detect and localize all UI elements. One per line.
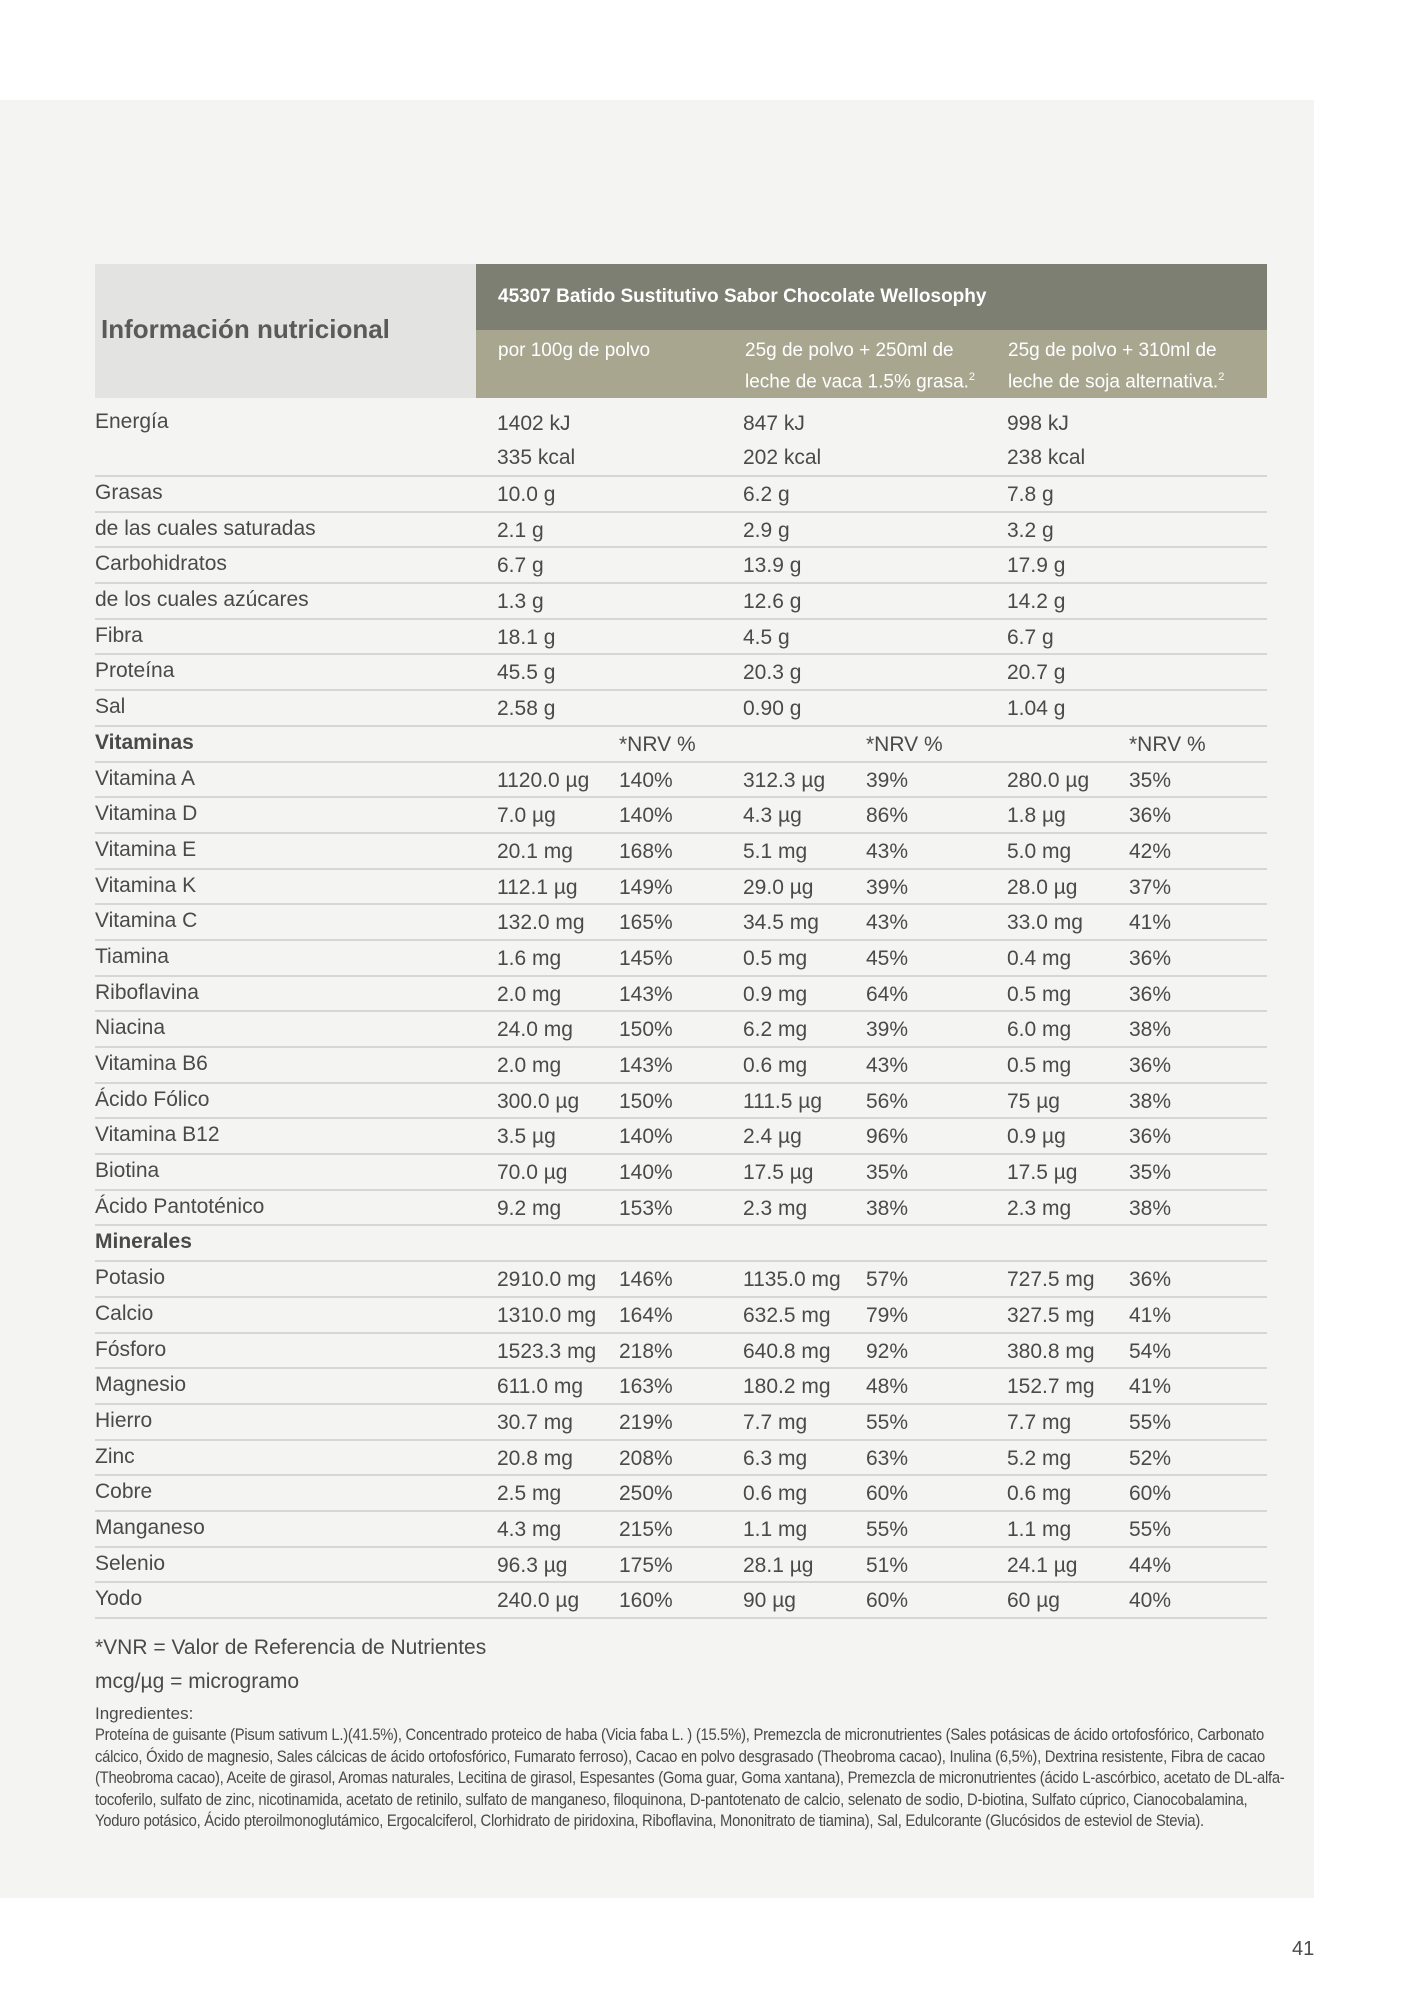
nutrient-value: 0.5 mg	[1007, 1054, 1072, 1077]
table-title: Información nutricional	[101, 314, 390, 344]
nrv-percent: 64%	[866, 982, 909, 1006]
nutrient-label: de las cuales saturadas	[95, 516, 316, 540]
nutrient-value: 0.90 g	[743, 697, 802, 721]
nrv-column-label: *NRV %	[619, 732, 696, 756]
nutrient-value: 29.0 µg	[743, 875, 814, 899]
table-row	[95, 691, 1267, 727]
nutrient-value: 33.0 mg	[1007, 911, 1083, 935]
nrv-percent: 60%	[866, 1589, 909, 1613]
column-header-soy-milk: 25g de polvo + 310ml de leche de soja alternativa.$^2$	[1008, 340, 1225, 393]
nutrient-value: 5.1 mg	[743, 839, 808, 863]
nutrient-value: 1135.0 mg	[743, 1268, 841, 1292]
nutrient-value: 6.0 mg	[1007, 1018, 1072, 1042]
nutrient-value: 5.0 mg	[1007, 839, 1072, 863]
nrv-percent: 41%	[1129, 1375, 1172, 1399]
nrv-percent: 54%	[1129, 1339, 1172, 1363]
nrv-percent: 208%	[619, 1446, 673, 1470]
nrv-percent: 140%	[619, 804, 673, 828]
nutrient-value: 6.7 g	[1007, 625, 1054, 649]
nrv-percent: 164%	[619, 1303, 673, 1327]
nutrient-value: 2.9 g	[743, 518, 790, 542]
nrv-percent: 38%	[1129, 1018, 1172, 1042]
energy-kcal-value: 202 kcal	[743, 446, 822, 469]
nutrient-value: 240.0 µg	[497, 1589, 580, 1613]
nutrient-value: 112.1 µg	[497, 875, 578, 899]
energy-kcal-value: 335 kcal	[497, 446, 576, 469]
nutrient-label: Energía	[95, 410, 169, 433]
table-row	[95, 1262, 1267, 1298]
nrv-percent: 143%	[619, 1054, 673, 1077]
nutrient-value: 17.9 g	[1007, 554, 1066, 578]
nutrient-value: 640.8 mg	[743, 1339, 831, 1363]
nutrient-value: 0.6 mg	[1007, 1482, 1072, 1506]
nutrient-value: 132.0 mg	[497, 911, 585, 935]
energy-kj-value: 1402 kJ	[497, 412, 571, 435]
nutrient-value: 70.0 µg	[497, 1161, 568, 1185]
nutrient-label: Vitamina K	[95, 873, 197, 897]
table-row	[95, 941, 1267, 977]
nrv-percent: 219%	[619, 1410, 673, 1434]
nutrient-label: de los cuales azúcares	[95, 588, 309, 612]
nutrient-value: 2.4 µg	[743, 1125, 802, 1149]
nutrient-value: 2.5 mg	[497, 1482, 562, 1506]
nutrient-value: 12.6 g	[743, 590, 802, 614]
nrv-percent: 86%	[866, 804, 909, 828]
nutrient-value: 0.4 mg	[1007, 946, 1072, 970]
nrv-percent: 36%	[1129, 982, 1172, 1006]
column-headers	[476, 330, 1267, 398]
nutrient-label: Niacina	[95, 1016, 166, 1040]
nrv-percent: 35%	[1129, 1161, 1172, 1185]
table-row	[95, 1369, 1267, 1405]
mcg-note: mcg/µg = microgramo	[95, 1670, 300, 1693]
nrv-percent: 150%	[619, 1018, 673, 1042]
nutrient-value: 2.0 mg	[497, 1054, 562, 1077]
nutrient-label: Yodo	[95, 1587, 143, 1611]
nutrient-value: 96.3 µg	[497, 1553, 568, 1577]
nutrient-value: 6.7 g	[497, 554, 544, 578]
nrv-percent: 36%	[1129, 946, 1172, 970]
nutrient-value: 152.7 mg	[1007, 1375, 1095, 1399]
nrv-percent: 143%	[619, 982, 673, 1006]
nutrient-label: Vitamina B12	[95, 1123, 220, 1147]
nutrient-value: 17.5 µg	[1007, 1161, 1078, 1185]
nrv-percent: 168%	[619, 839, 673, 863]
nrv-percent: 37%	[1129, 875, 1172, 899]
nrv-percent: 55%	[866, 1410, 909, 1434]
nrv-percent: 160%	[619, 1589, 673, 1613]
nutrient-value: 4.3 mg	[497, 1517, 562, 1541]
table-row	[95, 870, 1267, 906]
nrv-percent: 45%	[866, 946, 909, 970]
table-row	[95, 1048, 1267, 1084]
table-row	[95, 834, 1267, 870]
nutrient-value: 24.0 mg	[497, 1018, 573, 1042]
table-row	[95, 1548, 1267, 1584]
nutrient-value: 6.2 g	[743, 483, 790, 506]
ingredients-heading: Ingredientes:	[95, 1704, 194, 1723]
nutrient-value: 13.9 g	[743, 554, 802, 578]
nutrient-value: 0.6 mg	[743, 1482, 808, 1506]
nutrient-value: 1.1 mg	[743, 1517, 808, 1541]
section-title: Vitaminas	[95, 730, 194, 754]
table-row	[95, 1155, 1267, 1191]
nrv-percent: 96%	[866, 1125, 909, 1149]
nutrient-value: 75 µg	[1007, 1089, 1060, 1113]
nutrient-value: 2.3 mg	[743, 1196, 808, 1220]
nrv-percent: 56%	[866, 1089, 909, 1113]
nutrient-value: 1.04 g	[1007, 697, 1066, 721]
nrv-percent: 146%	[619, 1268, 673, 1292]
table-row	[95, 1405, 1267, 1441]
nrv-percent: 39%	[866, 768, 909, 792]
nrv-percent: 163%	[619, 1375, 673, 1399]
nutrient-value: 4.5 g	[743, 625, 790, 649]
energy-kj-value: 847 kJ	[743, 412, 805, 435]
page-number: 41	[1292, 1938, 1315, 1960]
nrv-percent: 55%	[866, 1517, 909, 1541]
nutrient-value: 111.5 µg	[743, 1089, 823, 1113]
nutrient-value: 0.6 mg	[743, 1054, 808, 1077]
nutrient-value: 28.1 µg	[743, 1553, 814, 1577]
nutrient-label: Manganeso	[95, 1515, 205, 1539]
nutrient-value: 1.6 mg	[497, 946, 562, 970]
nrv-percent: 44%	[1129, 1553, 1172, 1577]
nutrient-value: 1.1 mg	[1007, 1517, 1072, 1541]
nrv-percent: 92%	[866, 1339, 909, 1363]
nrv-percent: 57%	[866, 1268, 909, 1292]
nrv-percent: 42%	[1129, 839, 1172, 863]
nutrient-label: Tiamina	[95, 944, 169, 968]
nutrient-value: 20.8 mg	[497, 1446, 573, 1470]
nutrient-value: 611.0 mg	[497, 1375, 583, 1399]
nutrient-value: 14.2 g	[1007, 590, 1066, 614]
table-row	[95, 1334, 1267, 1370]
nutrient-value: 2910.0 mg	[497, 1268, 597, 1292]
nutrient-label: Vitamina E	[95, 837, 197, 861]
nutrient-label: Calcio	[95, 1301, 154, 1325]
nutrient-value: 34.5 mg	[743, 911, 819, 935]
nrv-percent: 153%	[619, 1196, 673, 1220]
table-row	[95, 1012, 1267, 1048]
nrv-percent: 35%	[866, 1161, 909, 1185]
nutrient-value: 2.3 mg	[1007, 1196, 1072, 1220]
nutrient-label: Carbohidratos	[95, 552, 227, 576]
nrv-percent: 250%	[619, 1482, 673, 1506]
nutrient-label: Potasio	[95, 1266, 166, 1290]
nrv-percent: 36%	[1129, 1125, 1172, 1149]
table-row	[95, 1119, 1267, 1155]
nutrient-value: 280.0 µg	[1007, 768, 1090, 792]
nrv-percent: 140%	[619, 1125, 673, 1149]
table-row	[95, 513, 1267, 549]
nutrient-value: 4.3 µg	[743, 804, 802, 828]
table-row	[95, 905, 1267, 941]
nutrient-value: 6.3 mg	[743, 1446, 808, 1470]
nutrient-value: 6.2 mg	[743, 1018, 808, 1042]
nrv-percent: 150%	[619, 1089, 673, 1113]
nrv-percent: 43%	[866, 839, 909, 863]
nutrient-label: Fósforo	[95, 1337, 167, 1361]
nrv-percent: 48%	[866, 1375, 909, 1399]
nutrient-value: 20.7 g	[1007, 661, 1066, 685]
nutrient-label: Vitamina D	[95, 802, 198, 826]
nrv-column-label: *NRV %	[866, 732, 943, 756]
table-row	[95, 1476, 1267, 1512]
nutrient-label: Proteína	[95, 659, 175, 683]
nutrient-label: Vitamina A	[95, 766, 196, 790]
nrv-percent: 218%	[619, 1339, 673, 1363]
nrv-percent: 39%	[866, 1018, 909, 1042]
nrv-percent: 39%	[866, 875, 909, 899]
nrv-percent: 79%	[866, 1303, 909, 1327]
nutrient-value: 0.9 mg	[743, 982, 808, 1006]
table-row	[95, 1084, 1267, 1120]
nutrient-label: Zinc	[95, 1444, 135, 1468]
nutrient-value: 24.1 µg	[1007, 1553, 1078, 1577]
nutrient-value: 28.0 µg	[1007, 875, 1078, 899]
nrv-percent: 175%	[619, 1553, 673, 1577]
nutrient-value: 632.5 mg	[743, 1303, 831, 1327]
nutrient-label: Vitamina C	[95, 909, 198, 933]
nrv-percent: 149%	[619, 875, 673, 899]
section-heading-vitamins	[95, 727, 1267, 763]
product-name: 45307 Batido Sustitutivo Sabor Chocolate Wellosophy	[476, 264, 1267, 330]
nutrient-value: 7.0 µg	[497, 804, 556, 828]
nutrient-value: 7.8 g	[1007, 483, 1054, 506]
table-header	[95, 264, 1267, 398]
section-heading-minerals	[95, 1226, 1267, 1262]
section-title: Minerales	[95, 1230, 192, 1254]
table-row	[95, 584, 1267, 620]
nutrient-label: Riboflavina	[95, 980, 199, 1004]
nutrient-label: Ácido Fólico	[95, 1087, 210, 1111]
nutrient-value: 0.5 mg	[1007, 982, 1072, 1006]
nutrient-value: 1523.3 mg	[497, 1339, 597, 1363]
nutrient-label: Biotina	[95, 1159, 160, 1183]
nrv-percent: 41%	[1129, 911, 1172, 935]
nutrient-value: 45.5 g	[497, 661, 556, 685]
nrv-percent: 215%	[619, 1517, 673, 1541]
nrv-percent: 43%	[866, 1054, 909, 1077]
nutrient-label: Vitamina B6	[95, 1052, 208, 1075]
table-row	[95, 1512, 1267, 1548]
nutrient-label: Selenio	[95, 1551, 166, 1575]
nutrient-value: 20.1 mg	[497, 839, 573, 863]
nutrient-value: 1.8 µg	[1007, 804, 1066, 828]
nutrient-value: 1310.0 mg	[497, 1303, 597, 1327]
nutrient-value: 10.0 g	[497, 483, 556, 506]
vnr-note: *VNR = Valor de Referencia de Nutrientes	[95, 1636, 487, 1659]
nutrient-value: 17.5 µg	[743, 1161, 814, 1185]
nutrient-label: Grasas	[95, 481, 163, 504]
footnotes	[95, 1636, 1285, 1832]
nutrient-value: 180.2 mg	[743, 1375, 831, 1399]
nrv-percent: 165%	[619, 911, 673, 935]
table-row	[95, 1441, 1267, 1477]
nrv-percent: 41%	[1129, 1303, 1172, 1327]
column-header-per-100g: por 100g de polvo	[498, 340, 651, 361]
nutrient-value: 312.3 µg	[743, 768, 826, 792]
nrv-percent: 40%	[1129, 1589, 1172, 1613]
nutrient-value: 727.5 mg	[1007, 1268, 1095, 1292]
nrv-percent: 36%	[1129, 1054, 1172, 1077]
nutrient-label: Cobre	[95, 1480, 153, 1504]
nutrient-label: Fibra	[95, 623, 143, 647]
nutrient-label: Magnesio	[95, 1373, 187, 1397]
table-row	[95, 798, 1267, 834]
nutrient-value: 90 µg	[743, 1589, 796, 1613]
nutrient-value: 7.7 mg	[1007, 1410, 1072, 1434]
table-row	[95, 548, 1267, 584]
nrv-percent: 145%	[619, 946, 673, 970]
table-row	[95, 763, 1267, 799]
nrv-percent: 55%	[1129, 1410, 1172, 1434]
table-row-energy	[95, 406, 1267, 477]
nrv-percent: 55%	[1129, 1517, 1172, 1541]
nrv-percent: 63%	[866, 1446, 909, 1470]
table-row	[95, 977, 1267, 1013]
nutrient-value: 1120.0 µg	[497, 768, 590, 792]
nutrient-value: 3.2 g	[1007, 518, 1054, 542]
nrv-percent: 140%	[619, 768, 673, 792]
table-row	[95, 655, 1267, 691]
nutrient-value: 300.0 µg	[497, 1089, 580, 1113]
nrv-percent: 36%	[1129, 1268, 1172, 1292]
nrv-percent: 51%	[866, 1553, 909, 1577]
table-row	[95, 1583, 1267, 1619]
nutrient-value: 1.3 g	[497, 590, 544, 614]
nutrient-value: 0.9 µg	[1007, 1125, 1066, 1149]
table-row	[95, 477, 1267, 513]
column-header-cow-milk: 25g de polvo + 250ml de leche de vaca 1.5% grasa.$^2$	[745, 340, 976, 393]
nrv-column-label: *NRV %	[1129, 732, 1206, 756]
energy-kcal-value: 238 kcal	[1007, 446, 1086, 469]
nutrient-value: 7.7 mg	[743, 1410, 808, 1434]
nutrient-value: 2.0 mg	[497, 982, 562, 1006]
nutrient-value: 327.5 mg	[1007, 1303, 1095, 1327]
nrv-percent: 38%	[1129, 1196, 1172, 1220]
nutrient-value: 9.2 mg	[497, 1196, 562, 1220]
nrv-percent: 140%	[619, 1161, 673, 1185]
nutrient-value: 20.3 g	[743, 661, 802, 685]
nrv-percent: 35%	[1129, 768, 1172, 792]
nrv-percent: 60%	[866, 1482, 909, 1506]
nutrient-value: 380.8 mg	[1007, 1339, 1095, 1363]
nrv-percent: 43%	[866, 911, 909, 935]
nutrient-value: 30.7 mg	[497, 1410, 573, 1434]
nutrient-value: 5.2 mg	[1007, 1446, 1072, 1470]
header-left-cell	[95, 264, 476, 398]
nutrient-value: 2.58 g	[497, 697, 556, 721]
nrv-percent: 38%	[866, 1196, 909, 1220]
nutrient-value: 18.1 g	[497, 625, 556, 649]
nutrient-label: Ácido Pantoténico	[95, 1194, 265, 1218]
nutrition-rows	[95, 406, 1267, 1619]
ingredients-text: Proteína de guisante (Pisum sativum L.)(41.5%), Concentrado proteico de haba (Vicia faba L. ) (15.5%), Premezcla de micronutrientes (Sales potásicas de ácido ortofosfórico, Carbonato cálcico, Óxido de magnesio, Sales cálcicas de ácido ortofosfórico, Fumarato ferroso), Cacao en polvo desgrasado (Theobroma cacao), Inulina (6,5%), Dextrina resistente, Fibra de cacao (Theobroma cacao), Aceite de girasol, Aromas naturales, Lecitina de girasol, Espesantes (Goma guar, Goma xantana), Premezcla de micronutrientes (ácido L-ascórbico, acetato de DL-alfa-tocoferilo, sulfato de zinc, nicotinamida, acetato de retinilo, sulfato de manganeso, filoquinona, D-pantotenato de calcio, selenato de sodio, D-biotina, Sulfato cúprico, Cianocobalamina, Yoduro potásico, Ácido pteroilmonoglutámico, Ergocalciferol, Clorhidrato de piridoxina, Riboflavina, Mononitrato de tiamina), Sal, Edulcorante (Glucósidos de esteviol de Stevia).	[95, 1725, 1285, 1830]
nutrient-value: 3.5 µg	[497, 1125, 556, 1149]
table-row	[95, 1191, 1267, 1227]
table-row	[95, 1298, 1267, 1334]
nrv-percent: 36%	[1129, 804, 1172, 828]
table-row	[95, 620, 1267, 656]
nutrient-value: 0.5 mg	[743, 946, 808, 970]
nrv-percent: 38%	[1129, 1089, 1172, 1113]
nutrient-value: 60 µg	[1007, 1589, 1060, 1613]
energy-kj-value: 998 kJ	[1007, 412, 1069, 435]
nrv-percent: 60%	[1129, 1482, 1172, 1506]
nutrient-value: 2.1 g	[497, 518, 544, 542]
nutrient-label: Hierro	[95, 1408, 153, 1432]
nrv-percent: 52%	[1129, 1446, 1172, 1470]
nutrient-label: Sal	[95, 695, 126, 719]
